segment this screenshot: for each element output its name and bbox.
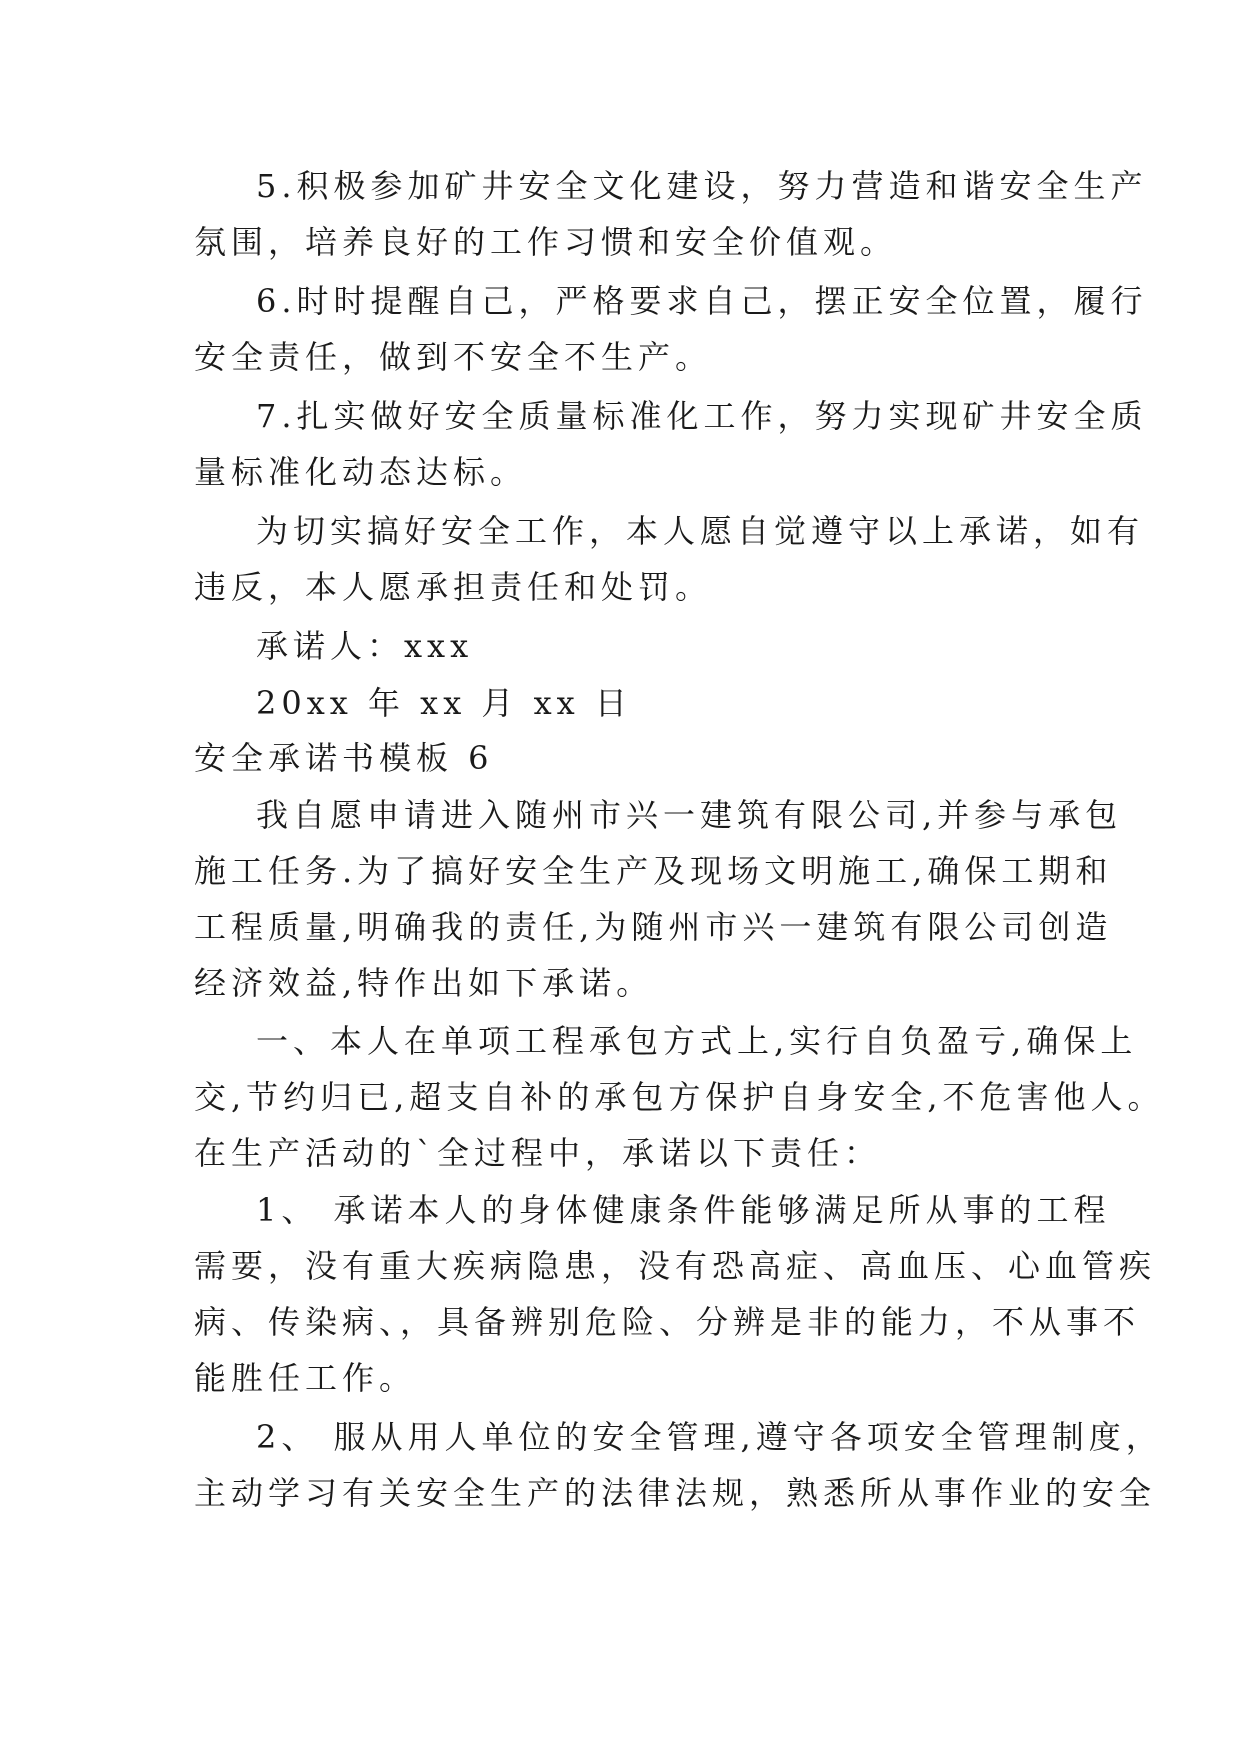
text-line: 需要，没有重大疾病隐患，没有恐高症、高血压、心血管疾 xyxy=(194,1247,1157,1285)
text-line: 违反，本人愿承担责任和处罚。 xyxy=(194,568,713,606)
text-line: 6.时时提醒自己，严格要求自己，摆正安全位置，履行 xyxy=(256,282,1148,320)
text-line: 主动学习有关安全生产的法律法规，熟悉所从事作业的安全 xyxy=(194,1474,1157,1512)
text-line: 2、 服从用人单位的安全管理,遵守各项安全管理制度， xyxy=(256,1418,1163,1456)
text-line: 能胜任工作。 xyxy=(194,1359,417,1397)
text-line: 在生产活动的`全过程中，承诺以下责任： xyxy=(194,1134,882,1172)
text-line: 量标准化动态达标。 xyxy=(194,453,528,491)
text-line: 5.积极参加矿井安全文化建设，努力营造和谐安全生产 xyxy=(256,167,1148,205)
text-line: 氛围，培养良好的工作习惯和安全价值观。 xyxy=(194,223,898,261)
text-line: 经济效益,特作出如下承诺。 xyxy=(194,964,654,1002)
signatory-line: 承诺人：xxx xyxy=(256,627,474,665)
text-line: 工程质量,明确我的责任,为随州市兴一建筑有限公司创造 xyxy=(194,908,1113,946)
text-line: 病、传染病、，具备辨别危险、分辨是非的能力，不从事不 xyxy=(194,1303,1141,1341)
text-line: 一、本人在单项工程承包方式上,实行自负盈亏,确保上 xyxy=(256,1022,1138,1060)
text-line: 7.扎实做好安全质量标准化工作，努力实现矿井安全质 xyxy=(256,397,1148,435)
date-line: 20xx 年 xx 月 xx 日 xyxy=(256,684,632,722)
text-line: 1、 承诺本人的身体健康条件能够满足所从事的工程 xyxy=(256,1191,1111,1229)
text-line: 我自愿申请进入随州市兴一建筑有限公司,并参与承包 xyxy=(256,796,1123,834)
text-line: 施工任务.为了搞好安全生产及现场文明施工,确保工期和 xyxy=(194,852,1113,890)
text-line: 安全责任，做到不安全不生产。 xyxy=(194,338,713,376)
section-title: 安全承诺书模板 6 xyxy=(194,739,494,777)
text-line: 为切实搞好安全工作，本人愿自觉遵守以上承诺，如有 xyxy=(256,512,1145,550)
text-line: 交,节约归已,超支自补的承包方保护自身安全,不危害他人。 xyxy=(194,1078,1165,1116)
